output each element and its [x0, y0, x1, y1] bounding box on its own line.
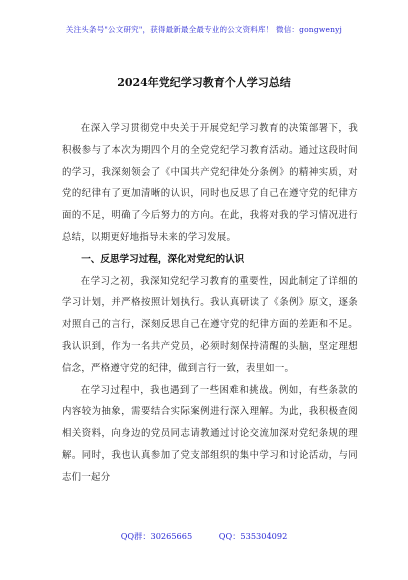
document-title: 2024年党纪学习教育个人学习总结	[117, 76, 291, 89]
footer-qq-group: QQ群：30265665	[120, 531, 193, 541]
section1-paragraph-2: 在学习过程中，我也遇到了一些困难和挑战。例如，有些条款的内容较为抽象，需要结合实际案例进行深入理解。为此，我积极查阅相关资料，向身边的党员同志请教通过讨论交流加深对党纪条规的理解。同时，我也认真参加了党支部组织的集中学习和讨论活动，与同志们一起分	[62, 384, 358, 483]
header-banner: 关注头条号"公文研究"，获得最新最全最专业的公文资料库！ 微信：gongwenyj	[65, 25, 343, 34]
section-heading-1: 一、反思学习过程，深化对党纪的认识	[81, 253, 245, 265]
section1-paragraph-1: 在学习之初，我深知党纪学习教育的重要性，因此制定了详细的学习计划，并严格按照计划执行。我认真研读了《条例》原文，逐条对照自己的言行，深刻反思自己在遵守党的纪律方面的差距和不足。我认识到，作为一名共产党员，必须时刻保持清醒的头脑，坚定理想信念，严格遵守党的纪律，做到言行一致，表里如一。	[62, 275, 358, 374]
document-body	[62, 118, 358, 489]
footer-contact	[0, 531, 408, 542]
intro-paragraph: 在深入学习贯彻党中央关于开展党纪学习教育的决策部署下，我积极参与了本次为期四个月的全党党纪学习教育活动。通过这段时间的学习，我深刻领会了《中国共产党纪律处分条例》的精神实质，对党的纪律有了更加清晰的认识，同时也反思了自己在遵守党的纪律方面的不足，明确了今后努力的方向。在此，我将对我的学习情况进行总结，以期更好地指导未来的学习发展。	[62, 123, 358, 243]
footer-qq: QQ：535304092	[218, 531, 288, 541]
